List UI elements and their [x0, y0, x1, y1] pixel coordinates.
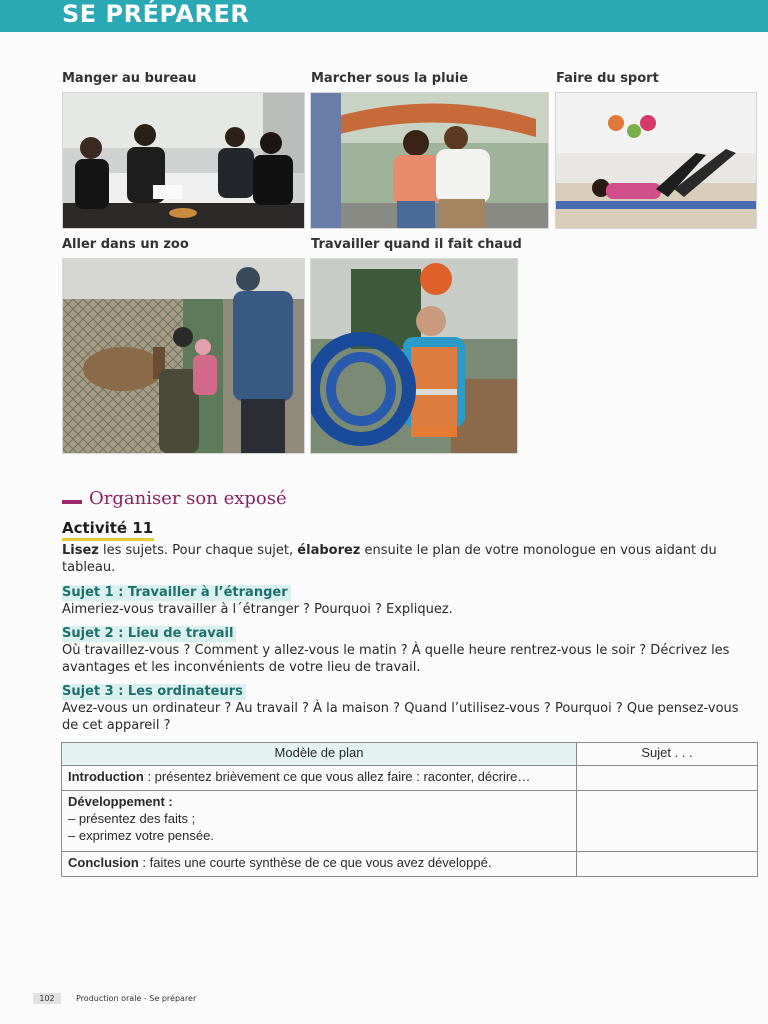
photo-caption-zoo: Aller dans un zoo: [62, 237, 189, 252]
table-header-row: [62, 743, 758, 766]
page-title: SE PRÉPARER: [62, 0, 250, 28]
activity-title: Activité 11: [62, 519, 154, 537]
photo-sport: [555, 92, 757, 229]
table-cell-empty[interactable]: [577, 791, 758, 852]
subject-3-heading: Sujet 3 : Les ordinateurs: [62, 684, 246, 700]
table-cell-empty[interactable]: [577, 766, 758, 791]
photo-caption-heat: Travailler quand il fait chaud: [311, 237, 522, 252]
table-cell-development: [62, 791, 577, 852]
table-cell-empty[interactable]: [577, 852, 758, 877]
subject-1-text: Aimeriez-vous travailler à l´étranger ? Pourquoi ? Expliquez.: [62, 602, 453, 617]
conclusion-label: Conclusion: [68, 855, 139, 870]
footer-text: Production orale - Se préparer: [76, 994, 197, 1003]
table-row: [62, 791, 758, 852]
activity-instruction: [62, 542, 758, 576]
instruction-verb-lisez: Lisez: [62, 543, 99, 558]
table-header-model: Modèle de plan: [62, 743, 577, 766]
page-number: 102: [33, 993, 61, 1004]
instruction-text-end: ensuite le plan de votre monologue en vous aidant du tableau.: [62, 543, 717, 575]
introduction-text: : présentez brièvement ce que vous allez faire : raconter, décrire…: [143, 769, 531, 784]
development-item: – exprimez votre pensée.: [68, 828, 214, 843]
instruction-text: les sujets. Pour chaque sujet,: [98, 543, 298, 558]
subject-3-text: Avez-vous un ordinateur ? Au travail ? À la maison ? Quand l’utilisez-vous ? Pourquoi ? Que pensez-vous de cet appareil ?: [62, 701, 739, 733]
instruction-verb-elaborez: élaborez: [297, 543, 361, 558]
section-title: Organiser son exposé: [89, 488, 287, 509]
photo-zoo: [62, 258, 305, 454]
photo-rain-walk: [310, 92, 549, 229]
subject-2-heading: Sujet 2 : Lieu de travail: [62, 626, 236, 642]
table-cell-introduction: [62, 766, 577, 791]
development-item: – présentez des faits ;: [68, 811, 196, 826]
photo-caption-sport: Faire du sport: [556, 71, 659, 86]
subject-1-heading: Sujet 1 : Travailler à l’étranger: [62, 585, 291, 601]
conclusion-text: : faites une courte synthèse de ce que vous avez développé.: [138, 855, 492, 870]
photo-caption-office: Manger au bureau: [62, 71, 197, 86]
header-banner: [0, 0, 768, 32]
section-accent-bar: [62, 500, 82, 504]
table-row: [62, 766, 758, 791]
development-label: Développement :: [68, 794, 173, 809]
table-header-subject: Sujet . . .: [577, 743, 758, 766]
introduction-label: Introduction: [68, 769, 144, 784]
subject-2-text: Où travaillez-vous ? Comment y allez-vous le matin ? À quelle heure rentrez-vous le soir ? Décrivez les avantages et les inconvénients de votre lieu de travail.: [62, 643, 730, 675]
photo-caption-rain: Marcher sous la pluie: [311, 71, 469, 86]
photo-heat-worker: [310, 258, 518, 454]
table-row: [62, 852, 758, 877]
photo-office-lunch: [62, 92, 305, 229]
plan-table: [61, 742, 758, 877]
activity-underline: [62, 538, 154, 541]
table-cell-conclusion: [62, 852, 577, 877]
